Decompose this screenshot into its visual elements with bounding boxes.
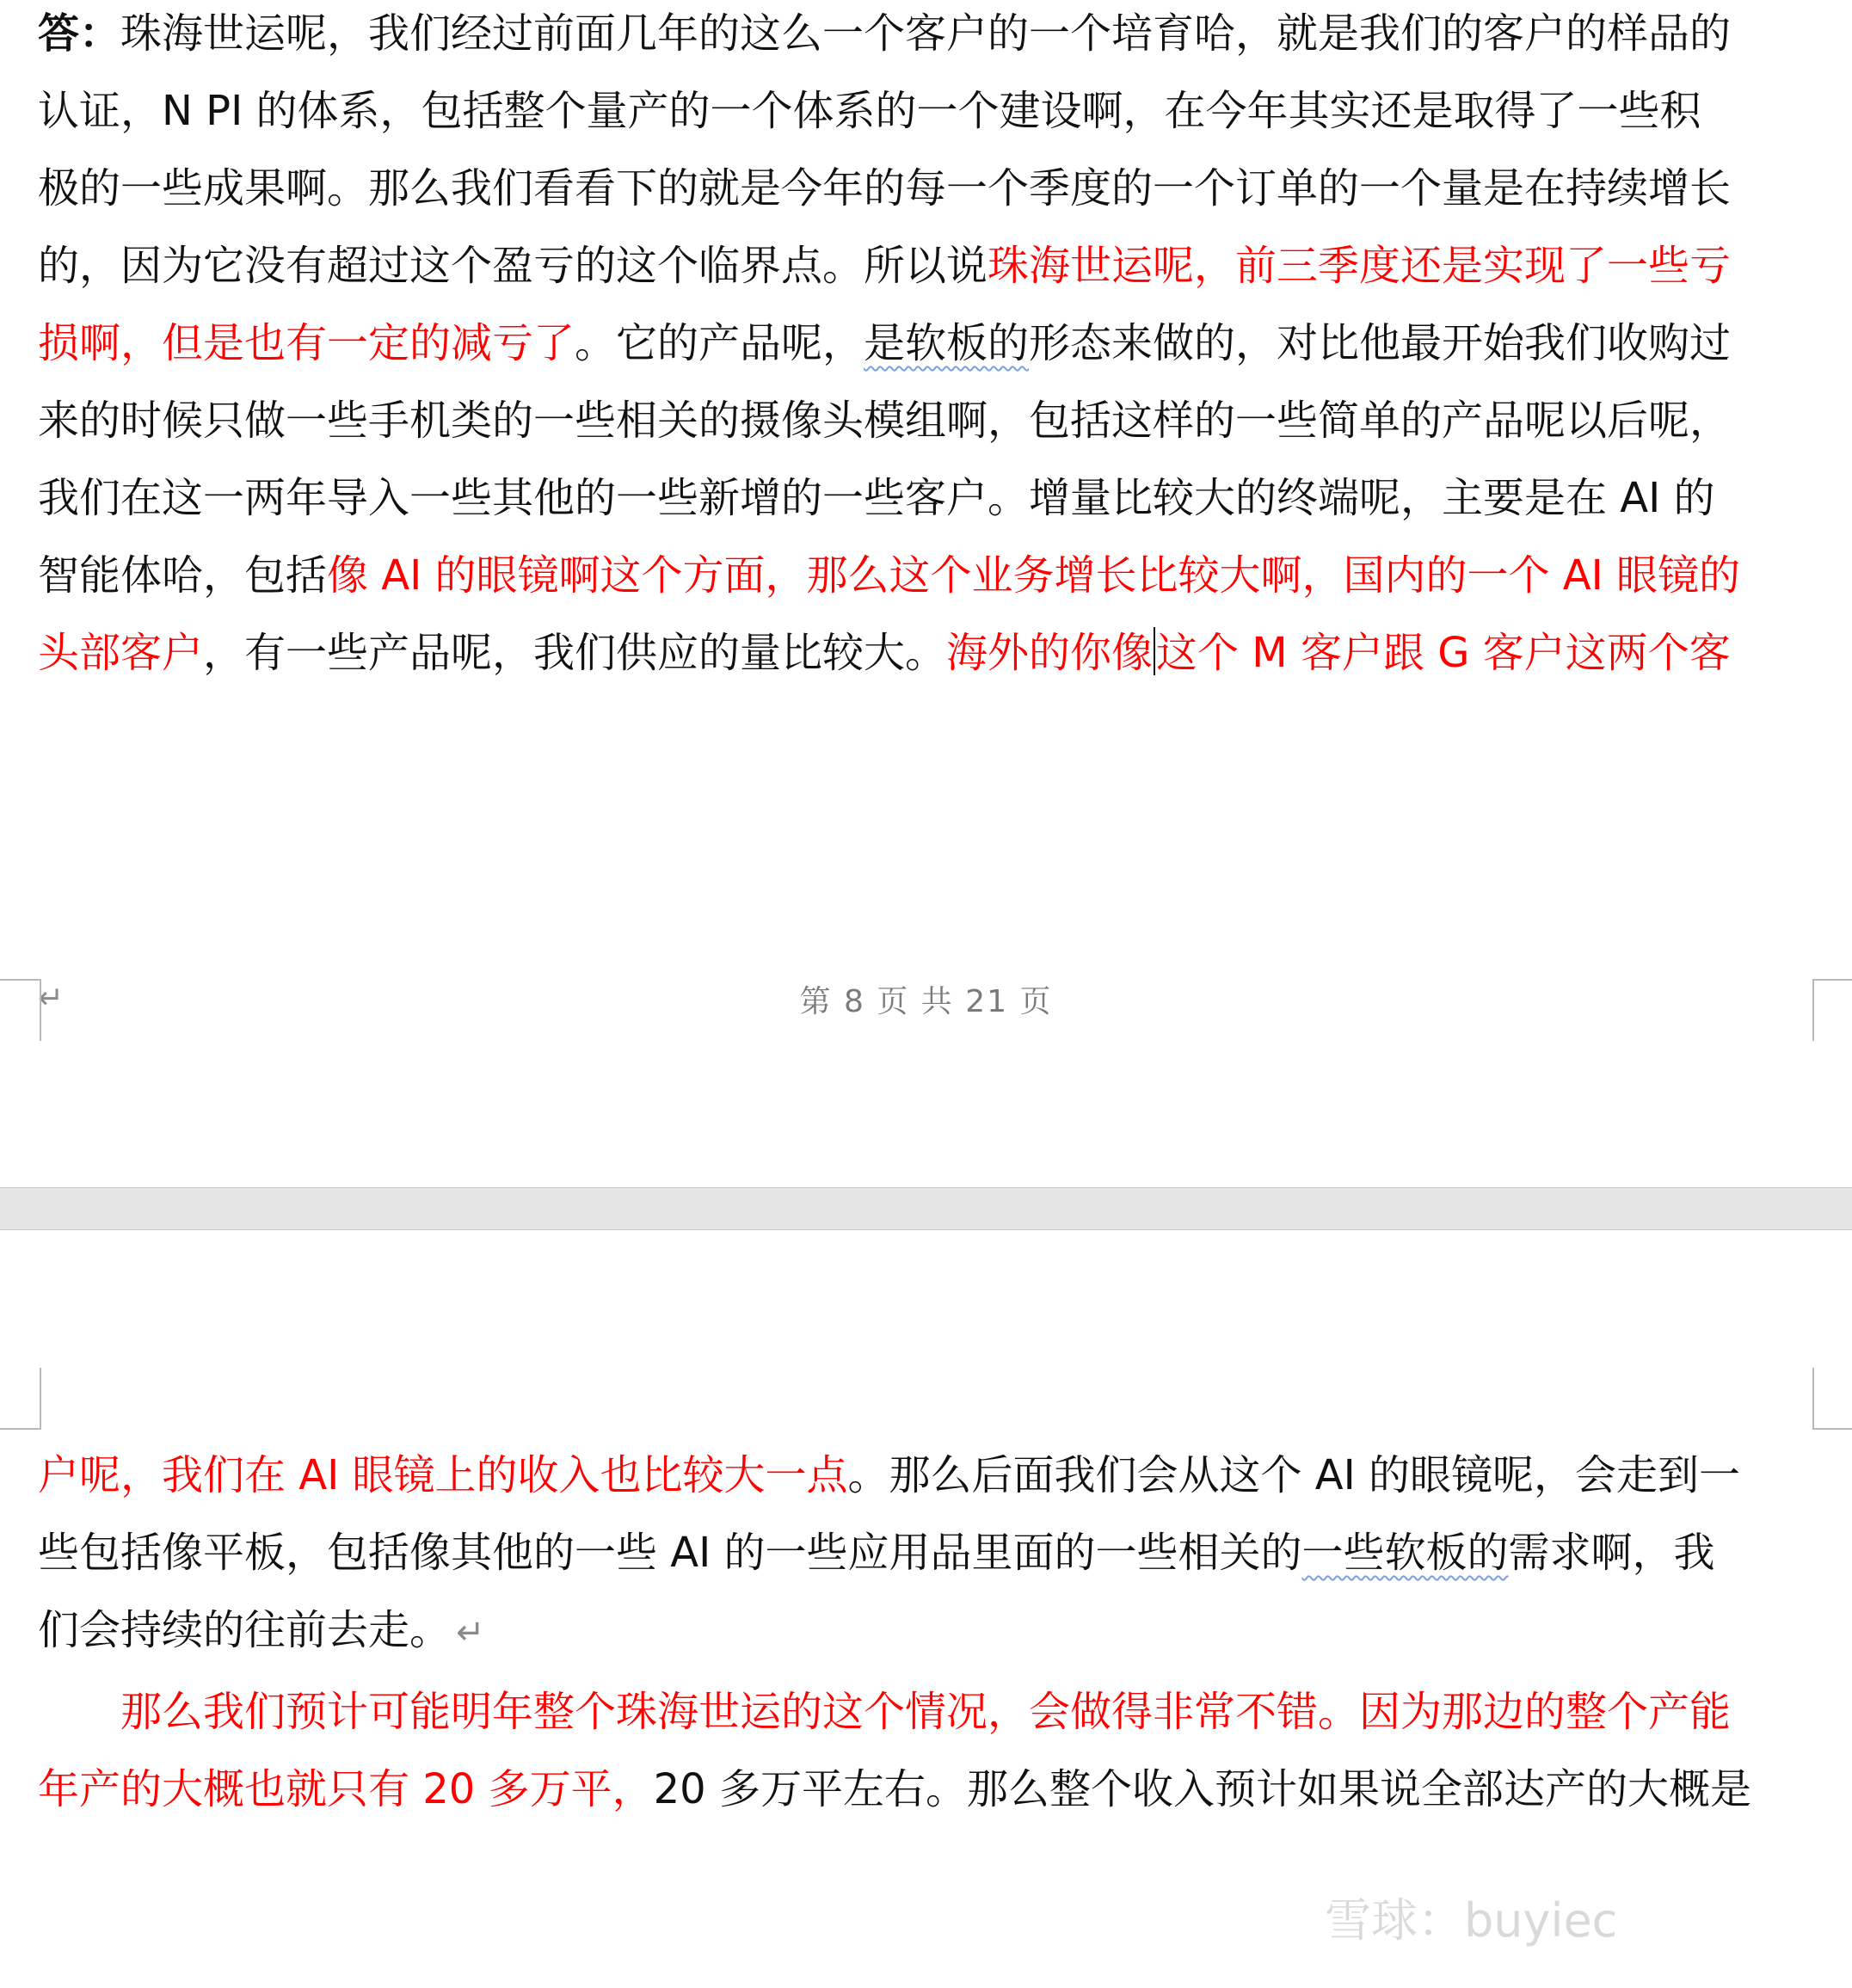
text-line: [38, 1445, 1818, 1505]
highlighted-text: 珠海世运呢，前三季度还是实现了一些亏: [988, 242, 1732, 290]
document-page-9: [0, 1230, 1852, 1988]
text-line: [38, 158, 1818, 218]
text-segment: 形态来做的，对比他最开始我们收购过: [1029, 319, 1732, 367]
text-line: [38, 81, 1818, 141]
text-line: [38, 623, 1818, 683]
spellcheck-underlined-text: 一些软板的: [1301, 1529, 1509, 1577]
text-segment: 我们在这一两年导入一些其他的一些新增的一些客户。增量比较大的终端呢，主要是在 AI 的: [38, 474, 1715, 522]
text-line: [38, 3, 1818, 64]
text-segment: 珠海世运呢，我们经过前面几年的这么一个客户的一个培育哈，就是我们的客户的样品的: [120, 9, 1732, 58]
text-segment: 们会持续的往前去走。: [38, 1606, 452, 1654]
text-segment: 智能体哈，包括: [38, 551, 328, 600]
spellcheck-underlined-text: 是软板的: [864, 319, 1030, 367]
text-line: [38, 1759, 1818, 1819]
text-segment: 20 多万平左右。那么整个收入预计如果说全部达产的大概是: [653, 1765, 1751, 1813]
text-segment: 的，因为它没有超过这个盈亏的这个临界点。所以说: [38, 242, 988, 290]
highlighted-text: 那么我们预计可能明年整个珠海世运的这个情况，会做得非常不错。因为那边的整个产能: [38, 1688, 1732, 1736]
watermark: 雪球：buyiec: [1325, 1893, 1618, 1948]
text-line: [38, 236, 1818, 296]
text-line: [38, 545, 1818, 606]
text-segment: 极的一些成果啊。那么我们看看下的就是今年的每一个季度的一个订单的一个量是在持续增长: [38, 164, 1732, 212]
text-line: [38, 391, 1818, 451]
highlighted-text: 这个 M 客户跟 G 客户这两个客: [1156, 629, 1731, 677]
text-segment: 答：: [38, 9, 121, 58]
text-line: [38, 313, 1818, 373]
highlighted-text: 年产的大概也就只有 20 多万平，: [38, 1765, 654, 1813]
page-separator: [0, 1187, 1852, 1230]
page-footer: 第 8 页 共 21 页: [799, 984, 1053, 1019]
page-corner-mark-top-left: [0, 1368, 41, 1430]
highlighted-text: 海外的你像: [946, 629, 1154, 677]
text-line: [38, 1682, 1818, 1742]
text-segment: 认证，N PI 的体系，包括整个量产的一个体系的一个建设啊，在今年其实还是取得了一些积: [38, 87, 1701, 135]
text-line: [38, 468, 1818, 528]
text-segment: 来的时候只做一些手机类的一些相关的摄像头模组啊，包括这样的一些简单的产品呢以后呢，: [38, 397, 1732, 445]
highlighted-text: 头部客户: [38, 629, 204, 677]
text-segment: 些包括像平板，包括像其他的一些 AI 的一些应用品里面的一些相关的: [38, 1529, 1302, 1577]
highlighted-text: 像 AI 的眼镜啊这个方面，那么这个业务增长比较大啊，国内的一个 AI 眼镜的: [327, 551, 1741, 600]
page-corner-mark-top-right: [1812, 1368, 1852, 1430]
highlighted-text: 户呢，我们在 AI 眼镜上的收入也比较大一点: [38, 1451, 848, 1499]
text-cursor: [1154, 627, 1155, 675]
paragraph-mark-icon: ↵: [456, 1613, 485, 1653]
text-segment: 需求啊，我: [1508, 1529, 1715, 1577]
text-line: [38, 1600, 1818, 1660]
highlighted-text: 损啊，但是也有一定的减亏了: [38, 319, 575, 367]
text-segment: 。那么后面我们会从这个 AI 的眼镜呢，会走到一: [847, 1451, 1741, 1499]
text-segment: ，有一些产品呢，我们供应的量比较大。: [203, 629, 947, 677]
text-line: [38, 1523, 1818, 1583]
page-corner-mark-bottom-right: [1812, 979, 1852, 1041]
page-corner-mark-bottom-left: [0, 979, 41, 1041]
paragraph-mark-icon: ↵: [38, 981, 65, 1016]
text-segment: 。它的产品呢，: [575, 319, 864, 367]
